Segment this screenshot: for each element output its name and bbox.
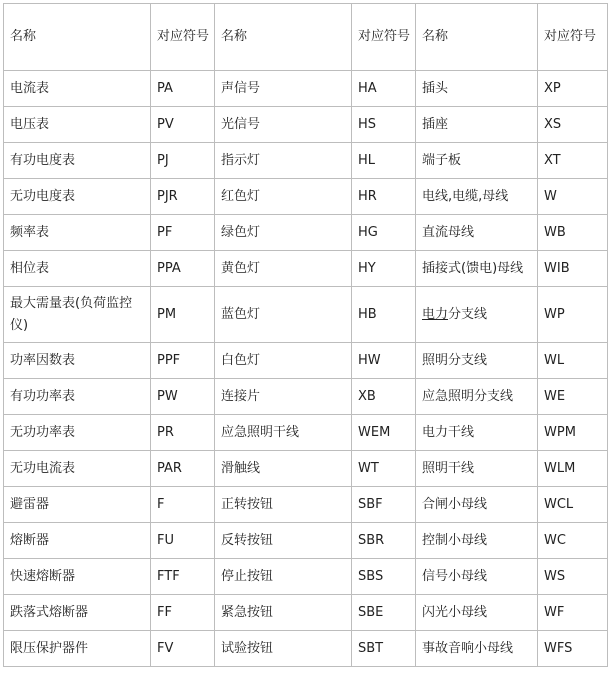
name-cell: 插接式(馈电)母线: [416, 251, 538, 287]
symbol-cell: HL: [352, 143, 416, 179]
table-row: [4, 143, 608, 179]
name-cell: 绿色灯: [215, 215, 352, 251]
inline-link[interactable]: 电力: [422, 306, 449, 322]
name-cell: 跌落式熔断器: [4, 595, 151, 631]
name-cell: 停止按钮: [215, 559, 352, 595]
symbol-cell: PJR: [151, 179, 215, 215]
name-cell: 直流母线: [416, 215, 538, 251]
table-row: [4, 487, 608, 523]
header-name-1: 名称: [4, 4, 151, 71]
table-row: [4, 379, 608, 415]
symbol-cell: F: [151, 487, 215, 523]
symbol-cell: FF: [151, 595, 215, 631]
name-cell: 事故音响小母线: [416, 631, 538, 667]
name-cell: 插头: [416, 71, 538, 107]
symbol-cell: HR: [352, 179, 416, 215]
name-cell: 连接片: [215, 379, 352, 415]
symbol-cell: WS: [538, 559, 608, 595]
header-symbol-1: 对应符号: [151, 4, 215, 71]
name-cell: 插座: [416, 107, 538, 143]
name-cell: 相位表: [4, 251, 151, 287]
symbol-cell: HG: [352, 215, 416, 251]
name-cell: 指示灯: [215, 143, 352, 179]
symbol-cell: SBR: [352, 523, 416, 559]
symbol-cell: WEM: [352, 415, 416, 451]
symbol-cell: PJ: [151, 143, 215, 179]
name-cell: 熔断器: [4, 523, 151, 559]
name-cell: 紧急按钮: [215, 595, 352, 631]
table-row: [4, 559, 608, 595]
name-cell: 反转按钮: [215, 523, 352, 559]
symbol-cell: SBT: [352, 631, 416, 667]
symbol-cell: PF: [151, 215, 215, 251]
name-cell: 合闸小母线: [416, 487, 538, 523]
symbol-cell: WB: [538, 215, 608, 251]
name-cell: 滑触线: [215, 451, 352, 487]
symbol-cell: SBE: [352, 595, 416, 631]
table-row: [4, 287, 608, 343]
cell-text: 分支线: [448, 306, 488, 322]
name-cell: 端子板: [416, 143, 538, 179]
name-cell: 电压表: [4, 107, 151, 143]
symbol-cell: SBF: [352, 487, 416, 523]
symbol-cell: FTF: [151, 559, 215, 595]
table-row: [4, 415, 608, 451]
table-row: [4, 215, 608, 251]
header-name-3: 名称: [416, 4, 538, 71]
symbol-cell: WLM: [538, 451, 608, 487]
name-cell: 最大需量表(负荷监控仪): [4, 287, 151, 343]
name-cell: 声信号: [215, 71, 352, 107]
symbol-cell: WIB: [538, 251, 608, 287]
table-body: [4, 71, 608, 667]
table-row: [4, 451, 608, 487]
symbol-cell: WL: [538, 343, 608, 379]
name-cell: 信号小母线: [416, 559, 538, 595]
symbol-cell: PR: [151, 415, 215, 451]
symbol-cell: PPA: [151, 251, 215, 287]
symbol-table: [3, 3, 608, 667]
name-cell: 红色灯: [215, 179, 352, 215]
name-cell: 快速熔断器: [4, 559, 151, 595]
table-row: [4, 71, 608, 107]
name-cell: 无功电度表: [4, 179, 151, 215]
symbol-cell: HA: [352, 71, 416, 107]
symbol-cell: WPM: [538, 415, 608, 451]
symbol-cell: FV: [151, 631, 215, 667]
name-cell: 黄色灯: [215, 251, 352, 287]
symbol-cell: PV: [151, 107, 215, 143]
symbol-cell: PPF: [151, 343, 215, 379]
symbol-cell: PAR: [151, 451, 215, 487]
symbol-cell: WC: [538, 523, 608, 559]
name-cell: 照明分支线: [416, 343, 538, 379]
symbol-cell: SBS: [352, 559, 416, 595]
table-row: [4, 251, 608, 287]
symbol-cell: HW: [352, 343, 416, 379]
name-cell: 照明干线: [416, 451, 538, 487]
symbol-cell: XP: [538, 71, 608, 107]
header-symbol-3: 对应符号: [538, 4, 608, 71]
symbol-cell: HS: [352, 107, 416, 143]
symbol-cell: WE: [538, 379, 608, 415]
symbol-cell: WF: [538, 595, 608, 631]
name-cell: 无功功率表: [4, 415, 151, 451]
name-cell: 功率因数表: [4, 343, 151, 379]
symbol-cell: XS: [538, 107, 608, 143]
table-row: [4, 595, 608, 631]
table-row: [4, 343, 608, 379]
name-cell: 控制小母线: [416, 523, 538, 559]
name-cell: [416, 287, 538, 343]
table-row: [4, 179, 608, 215]
name-cell: 电线,电缆,母线: [416, 179, 538, 215]
symbol-cell: HY: [352, 251, 416, 287]
name-cell: 闪光小母线: [416, 595, 538, 631]
name-cell: 蓝色灯: [215, 287, 352, 343]
name-cell: 正转按钮: [215, 487, 352, 523]
header-name-2: 名称: [215, 4, 352, 71]
symbol-cell: PA: [151, 71, 215, 107]
name-cell: 有功功率表: [4, 379, 151, 415]
name-cell: 光信号: [215, 107, 352, 143]
symbol-cell: FU: [151, 523, 215, 559]
name-cell: 白色灯: [215, 343, 352, 379]
symbol-cell: XT: [538, 143, 608, 179]
name-cell: 应急照明分支线: [416, 379, 538, 415]
symbol-cell: HB: [352, 287, 416, 343]
name-cell: 限压保护器件: [4, 631, 151, 667]
name-cell: 应急照明干线: [215, 415, 352, 451]
symbol-cell: WCL: [538, 487, 608, 523]
header-row: [4, 4, 608, 71]
name-cell: 频率表: [4, 215, 151, 251]
symbol-cell: WP: [538, 287, 608, 343]
table-row: [4, 523, 608, 559]
header-symbol-2: 对应符号: [352, 4, 416, 71]
symbol-cell: WFS: [538, 631, 608, 667]
symbol-cell: XB: [352, 379, 416, 415]
symbol-cell: PM: [151, 287, 215, 343]
symbol-cell: W: [538, 179, 608, 215]
name-cell: 无功电流表: [4, 451, 151, 487]
name-cell: 有功电度表: [4, 143, 151, 179]
table-row: [4, 107, 608, 143]
name-cell: 电流表: [4, 71, 151, 107]
symbol-cell: PW: [151, 379, 215, 415]
symbol-cell: WT: [352, 451, 416, 487]
name-cell: 电力干线: [416, 415, 538, 451]
name-cell: 试验按钮: [215, 631, 352, 667]
table-row: [4, 631, 608, 667]
name-cell: 避雷器: [4, 487, 151, 523]
